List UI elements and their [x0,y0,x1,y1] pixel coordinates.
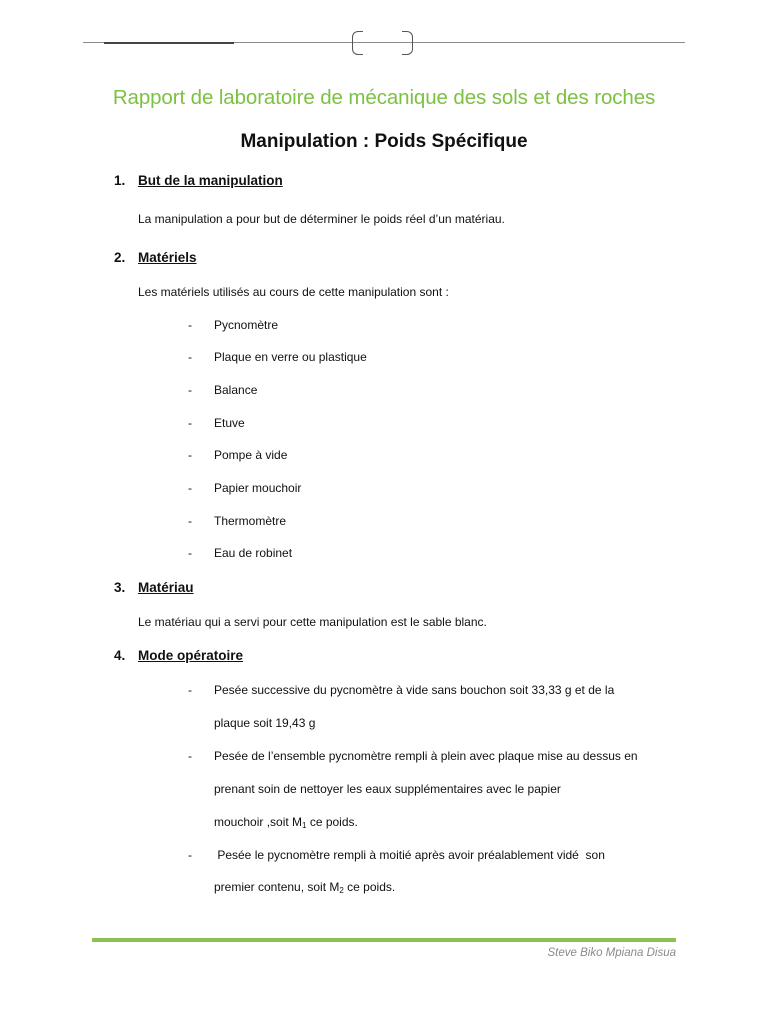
list-bullet: - [188,481,192,495]
list-item: Etuve [214,416,245,430]
section-title: But de la manipulation [138,173,283,188]
section-title: Matériels [138,250,197,265]
subscript: 2 [339,886,344,895]
document-title: Rapport de laboratoire de mécanique des sols et des roches [112,86,656,109]
section-number: 2. [114,250,126,265]
step-text: premier contenu, soit M [214,880,340,894]
subscript: 1 [302,821,307,830]
list-bullet: - [188,448,192,462]
list-bullet: - [188,416,192,430]
list-bullet: - [188,683,192,697]
list-item: Thermomètre [214,514,287,528]
step-line [214,815,358,830]
list-bullet: - [188,318,192,332]
step-line: prenant soin de nettoyer les eaux supplémentaires avec le papier [214,782,561,796]
section-number: 1. [114,173,126,188]
step-line [214,880,395,895]
document-subtitle: Manipulation : Poids Spécifique [240,131,528,152]
footer-author: Steve Biko Mpiana Disua [547,947,676,959]
step-line: Pesée de l’ensemble pycnomètre rempli à plein avec plaque mise au dessus en [214,749,638,763]
section-title: Mode opératoire [138,648,244,663]
section-number: 3. [114,580,126,595]
step-line: Pesée successive du pycnomètre à vide sans bouchon soit 33,33 g et de la [214,683,615,697]
list-item: Plaque en verre ou plastique [214,350,367,364]
step-line: plaque soit 19,43 g [214,716,316,730]
section-title: Matériau [138,580,194,595]
section-number: 4. [114,648,126,663]
section-text: La manipulation a pour but de déterminer le poids réel d’un matériau. [138,212,505,226]
step-text: ce poids. [343,880,396,894]
list-bullet: - [188,514,192,528]
list-bullet: - [188,546,192,560]
footer-rule [92,938,676,942]
step-text: mouchoir ,soit M [214,815,303,829]
header-bracket-right [402,31,413,55]
list-item: Eau de robinet [214,546,293,560]
list-item: Pompe à vide [214,448,288,462]
section-text: Le matériau qui a servi pour cette manipulation est le sable blanc. [138,615,487,629]
list-bullet: - [188,350,192,364]
list-bullet: - [188,749,192,763]
header-rule-accent [104,42,234,44]
section-text: Les matériels utilisés au cours de cette manipulation sont : [138,285,449,299]
list-bullet: - [188,848,192,862]
step-line: Pesée le pycnomètre rempli à moitié après avoir préalablement vidé son [214,848,605,862]
header-bracket-left [352,31,363,55]
list-item: Pycnomètre [214,318,279,332]
list-item: Papier mouchoir [214,481,302,495]
step-text: ce poids. [306,815,358,829]
list-bullet: - [188,383,192,397]
list-item: Balance [214,383,258,397]
